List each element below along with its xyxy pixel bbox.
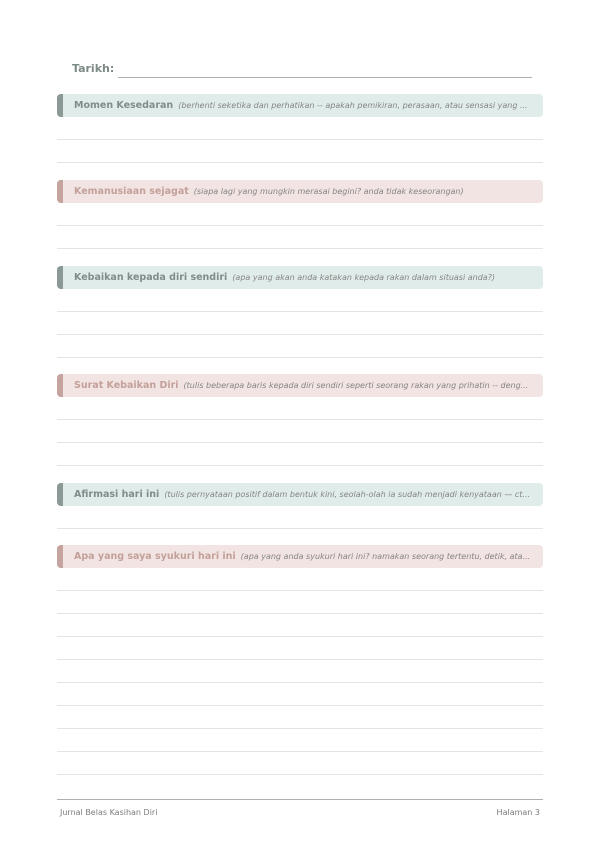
section-accent-bar: [57, 374, 63, 397]
writing-line[interactable]: [57, 683, 543, 706]
writing-line[interactable]: [57, 335, 543, 358]
section-accent-bar: [57, 94, 63, 117]
section-header: [57, 266, 543, 289]
writing-line[interactable]: [57, 203, 543, 226]
section-title: Kebaikan kepada diri sendiri: [74, 272, 228, 283]
section-accent-bar: [57, 483, 63, 506]
section-header: [57, 180, 543, 203]
section-header: [57, 94, 543, 117]
section-self-kindness: [57, 266, 543, 358]
section-header: [57, 545, 543, 568]
writing-line[interactable]: [57, 752, 543, 775]
writing-line[interactable]: [57, 117, 543, 140]
writing-line[interactable]: [57, 226, 543, 249]
section-title: Kemanusiaan sejagat: [74, 186, 189, 197]
section-hint: (apa yang anda syukuri hari ini? namakan seorang tertentu, detik, ata...: [240, 552, 531, 561]
writing-line[interactable]: [57, 660, 543, 683]
writing-line[interactable]: [57, 568, 543, 591]
section-mindfulness: [57, 94, 543, 163]
section-common-humanity: [57, 180, 543, 249]
section-hint: (tulis pernyataan positif dalam bentuk kini, seolah-olah ia sudah menjadi kenyataan — ct...: [164, 490, 531, 499]
writing-line[interactable]: [57, 443, 543, 466]
writing-line[interactable]: [57, 312, 543, 335]
journal-title: Jurnal Belas Kasihan Diri: [60, 808, 158, 817]
section-hint: (siapa lagi yang mungkin merasai begini? anda tidak keseorangan): [193, 187, 464, 196]
section-accent-bar: [57, 266, 63, 289]
section-title: Momen Kesedaran: [74, 100, 174, 111]
date-row: [72, 62, 532, 80]
writing-line[interactable]: [57, 506, 543, 529]
section-header: [57, 374, 543, 397]
writing-line[interactable]: [57, 397, 543, 420]
page-footer: [57, 799, 543, 817]
section-accent-bar: [57, 180, 63, 203]
section-title: Apa yang saya syukuri hari ini: [74, 551, 236, 562]
writing-line[interactable]: [57, 614, 543, 637]
writing-line[interactable]: [57, 420, 543, 443]
section-title: Surat Kebaikan Diri: [74, 380, 179, 391]
section-title: Afirmasi hari ini: [74, 489, 160, 500]
date-field[interactable]: [118, 77, 532, 78]
section-accent-bar: [57, 545, 63, 568]
writing-line[interactable]: [57, 591, 543, 614]
section-kindness-letter: [57, 374, 543, 466]
section-affirmation: [57, 483, 543, 529]
page-number: Halaman 3: [496, 808, 540, 817]
writing-line[interactable]: [57, 637, 543, 660]
section-gratitude: [57, 545, 543, 775]
section-hint: (apa yang akan anda katakan kepada rakan dalam situasi anda?): [232, 273, 496, 282]
section-hint: (tulis beberapa baris kepada diri sendiri seperti seorang rakan yang prihatin -- deng...: [183, 381, 529, 390]
writing-line[interactable]: [57, 729, 543, 752]
writing-line[interactable]: [57, 289, 543, 312]
section-hint: (berhenti seketika dan perhatikan -- apakah pemikiran, perasaan, atau sensasi yang ...: [178, 101, 528, 110]
section-header: [57, 483, 543, 506]
writing-line[interactable]: [57, 706, 543, 729]
date-label: Tarikh:: [72, 62, 115, 75]
writing-line[interactable]: [57, 140, 543, 163]
